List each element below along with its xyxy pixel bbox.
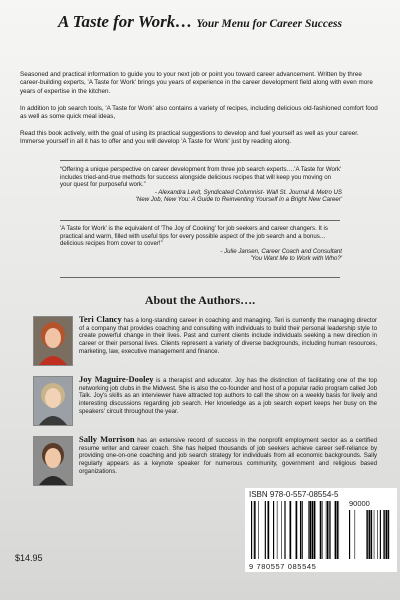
quote-book-title: 'New Job, New You: A Guide to Reinventing Yourself in a Bright New Career' <box>135 196 342 204</box>
author-bio <box>79 376 377 416</box>
author-bio-text: has an extensive record of success in the nonprofit employment sector as a certified resume writer and career coach. She has helped thousands of job seekers achieve career self-reliance by providing one-on-one coaching and job search strategy for individuals from all economic backgrounds. Sally regularly appears as a keynote speaker for numerous community, government and religious based organizations. <box>79 437 378 475</box>
title-subtitle: Your Menu for Career Success <box>196 18 342 30</box>
review-quote-jansen <box>60 225 342 263</box>
quote-attribution: - Alexandra Levit, Syndicated Columnist- Wall St. Journal & Metro US <box>154 188 342 196</box>
barcode-addon-number: 90000 <box>349 499 370 508</box>
quote-attribution: - Julie Jansen, Career Coach and Consultant <box>220 247 342 255</box>
about-authors-heading: About the Authors…. <box>144 293 256 307</box>
author-bio-text: has a long-standing career in coaching and managing. Teri is currently the managing director of a company that provides coaching and consulting with individuals to build their personal leadership style to create powerful change in their lives. Past and current clients include individuals seeking a new direction in career or their personal lives. Clients represent a variety of diverse backgrounds, including human resources, marketing, law, executive management and finance. <box>79 317 378 355</box>
price-label: $14.95 <box>15 553 43 563</box>
author-name: Teri Clancy <box>79 314 122 324</box>
book-title <box>0 12 400 32</box>
author-bio <box>79 316 377 356</box>
review-quote-levit <box>60 166 342 204</box>
quote-text: 'A Taste for Work' is the equivalent of 'The Joy of Cooking' for job seekers and career changers. It is practical and warm, filled with useful tips for every possible aspect of the job search and a bonus…delicious recipes from cover to cover!” <box>60 225 328 248</box>
isbn-number: ISBN 978-0-557-08554-5 <box>249 490 339 499</box>
quote-book-title: 'You Want Me to Work with Who?' <box>250 255 342 263</box>
isbn-barcode <box>245 488 397 572</box>
author-photo <box>33 436 73 486</box>
author-bio <box>79 436 377 476</box>
title-main: A Taste for Work… <box>58 12 193 31</box>
barcode-digits: 9 780557 085545 <box>249 562 317 571</box>
author-name: Joy Maguire-Dooley <box>79 374 154 384</box>
author-name: Sally Morrison <box>79 434 135 444</box>
quote-text: “Offering a unique perspective on career development from three job search experts….'A Taste for Work' includes tried-and-true methods for success alongside delicious recipes that will keep you moving on your quest for purposeful work.” <box>60 166 342 189</box>
divider <box>60 277 340 278</box>
intro-paragraph-3: Read this book actively, with the goal of using its practical suggestions to develop and fuel yourself as well as your career. Immerse yourself in all it has to offer and you will develop 'A Taste for Work' just by reading along. <box>20 130 359 146</box>
barcode-bars <box>245 488 397 572</box>
author-photo <box>33 316 73 366</box>
author-photo <box>33 376 73 426</box>
author-bio-text: is a therapist and educator. Joy has the distinction of facilitating one of the top networking job clubs in the Midwest. She is also the co-founder and host of a popular radio program called Job Talk. Joy's skills as an interviewer have attracted top authors to call the show on a weekly basis for lively and interesting discussions regarding job search. Her knowledge as a job search expert keeps her busy on the speakers' circuit throughout the year. <box>79 377 377 415</box>
intro-text <box>20 71 382 155</box>
intro-paragraph-2: In addition to job search tools, 'A Taste for Work' also contains a variety of recipes, including delicious old-fashioned comfort food as well as some quick meal ideas, <box>20 104 378 121</box>
divider <box>60 220 340 221</box>
intro-paragraph-1: Seasoned and practical information to guide you to your next job or point you toward career advancement. Written by three career-building experts, 'A Taste for Work' brings you years of experience in the career development field along with even more years of expertise in the kitchen. <box>20 71 373 95</box>
divider <box>60 160 340 161</box>
